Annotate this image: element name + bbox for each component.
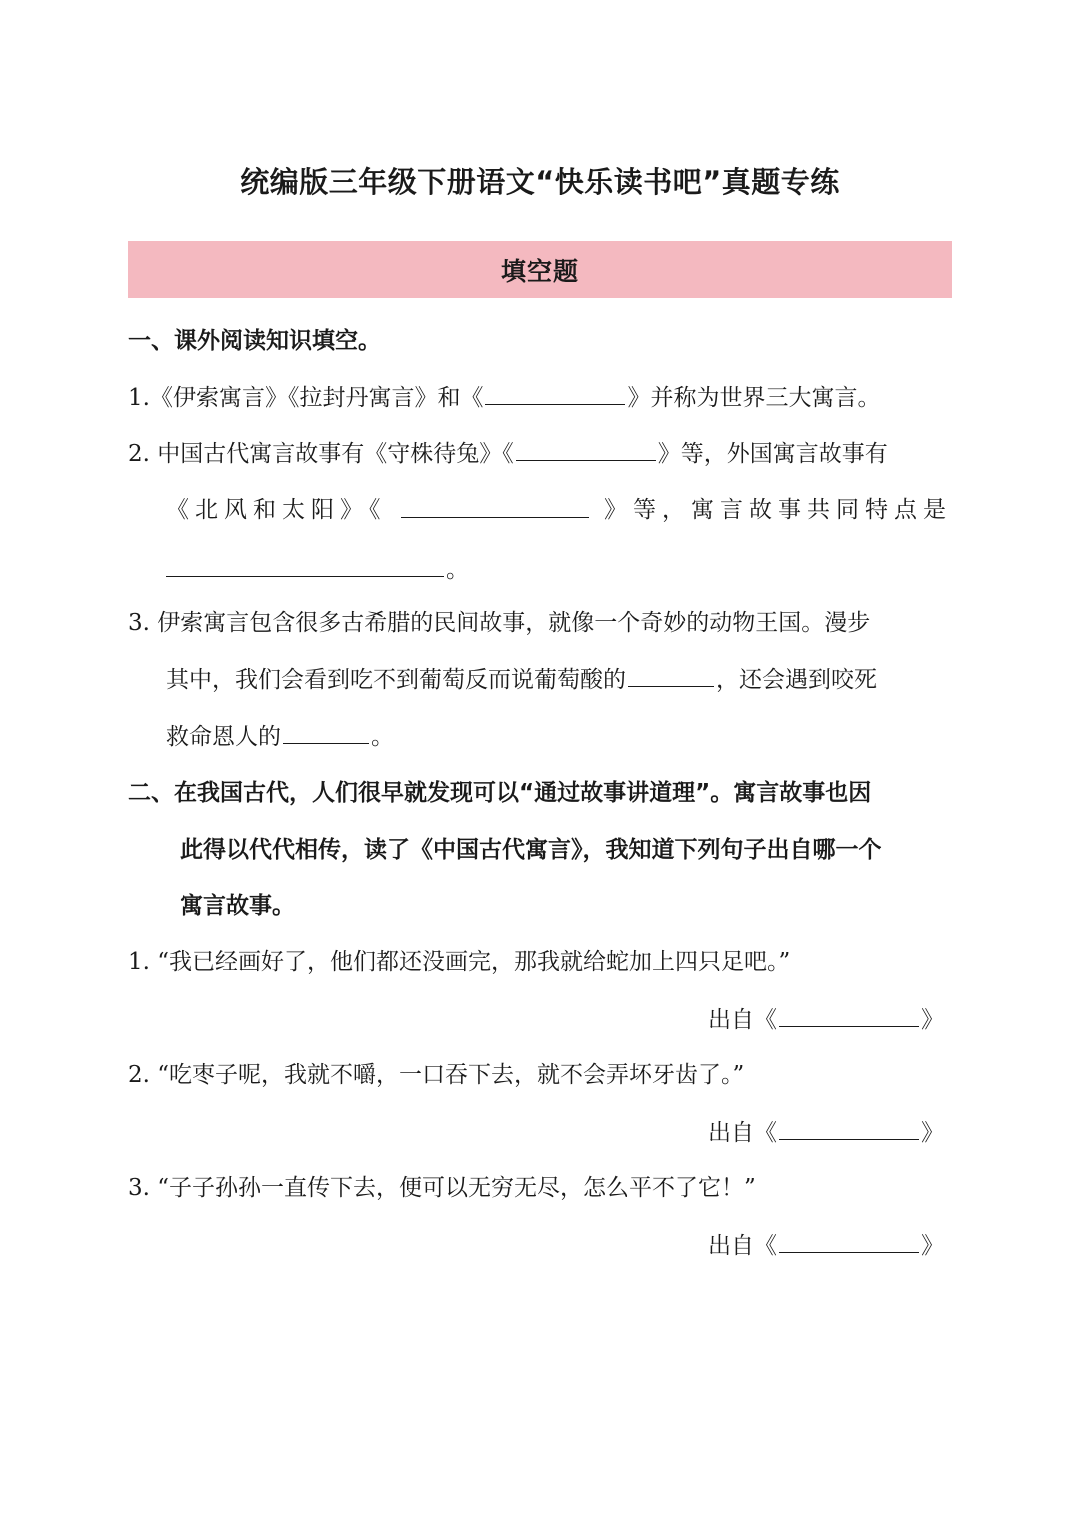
source-label: 出自《	[708, 1233, 777, 1259]
question-1-2-line3	[166, 552, 952, 587]
q1-text-after: 》并称为世界三大寓言。	[627, 385, 881, 411]
section2-heading-line1: 二、在我国古代，人们很早就发现可以“通过故事讲道理”。寓言故事也因	[128, 780, 872, 806]
answer-blank[interactable]	[485, 380, 625, 405]
answer-blank[interactable]	[283, 719, 369, 744]
question-2-2: 2. “吃枣子呢，我就不嚼，一口吞下去，就不会弄坏牙齿了。”	[128, 1062, 745, 1088]
source-line-3	[708, 1228, 944, 1263]
answer-blank[interactable]	[779, 1228, 919, 1253]
q1-text-before: 1.《伊索寓言》《拉封丹寓言》和《	[128, 385, 484, 411]
source-line-1	[708, 1002, 944, 1037]
answer-blank[interactable]	[628, 662, 714, 687]
q2-text-part5: 。	[446, 557, 469, 583]
source-close: 》	[921, 1120, 944, 1146]
answer-blank[interactable]	[779, 1002, 919, 1027]
question-1-2-line2	[166, 493, 952, 527]
source-label: 出自《	[708, 1007, 777, 1033]
q3-text-line2a: 其中，我们会看到吃不到葡萄反而说葡萄酸的	[166, 667, 626, 693]
q2-text-part2: 》等，外国寓言故事有	[657, 441, 888, 467]
source-label: 出自《	[708, 1120, 777, 1146]
answer-blank[interactable]	[401, 493, 589, 518]
answer-blank[interactable]	[166, 552, 444, 577]
section1-heading: 一、课外阅读知识填空。	[128, 328, 381, 354]
source-close: 》	[921, 1233, 944, 1259]
question-1-3-line1: 3. 伊索寓言包含很多古希腊的民间故事，就像一个奇妙的动物王国。漫步	[128, 610, 871, 636]
question-2-3: 3. “子子孙孙一直传下去，便可以无穷无尽，怎么平不了它！”	[128, 1175, 756, 1201]
page-title: 统编版三年级下册语文“快乐读书吧”真题专练	[240, 165, 840, 199]
q3-text-line2b: ，还会遇到咬死	[716, 667, 877, 693]
section2-heading-line2: 此得以代代相传，读了《中国古代寓言》，我知道下列句子出自哪一个	[180, 837, 882, 863]
question-2-1: 1. “我已经画好了，他们都还没画完，那我就给蛇加上四只足吧。”	[128, 949, 791, 975]
section2-heading-line3: 寓言故事。	[180, 893, 295, 919]
question-1-3-line3	[166, 719, 952, 754]
section-banner: 填空题	[128, 241, 952, 298]
question-1-1	[128, 380, 952, 415]
source-line-2	[708, 1115, 944, 1150]
q2-text-part4: 》等，寓言故事共同特点是	[604, 497, 952, 523]
q2-text-part1: 2. 中国古代寓言故事有《守株待兔》《	[128, 441, 514, 467]
question-1-2-line1	[128, 436, 952, 471]
answer-blank[interactable]	[516, 436, 656, 461]
answer-blank[interactable]	[779, 1115, 919, 1140]
q3-text-line3a: 救命恩人的	[166, 724, 281, 750]
question-1-3-line2	[166, 662, 952, 697]
q2-text-part3: 《北风和太阳》《	[166, 497, 387, 523]
q3-text-line3b: 。	[371, 724, 394, 750]
source-close: 》	[921, 1007, 944, 1033]
